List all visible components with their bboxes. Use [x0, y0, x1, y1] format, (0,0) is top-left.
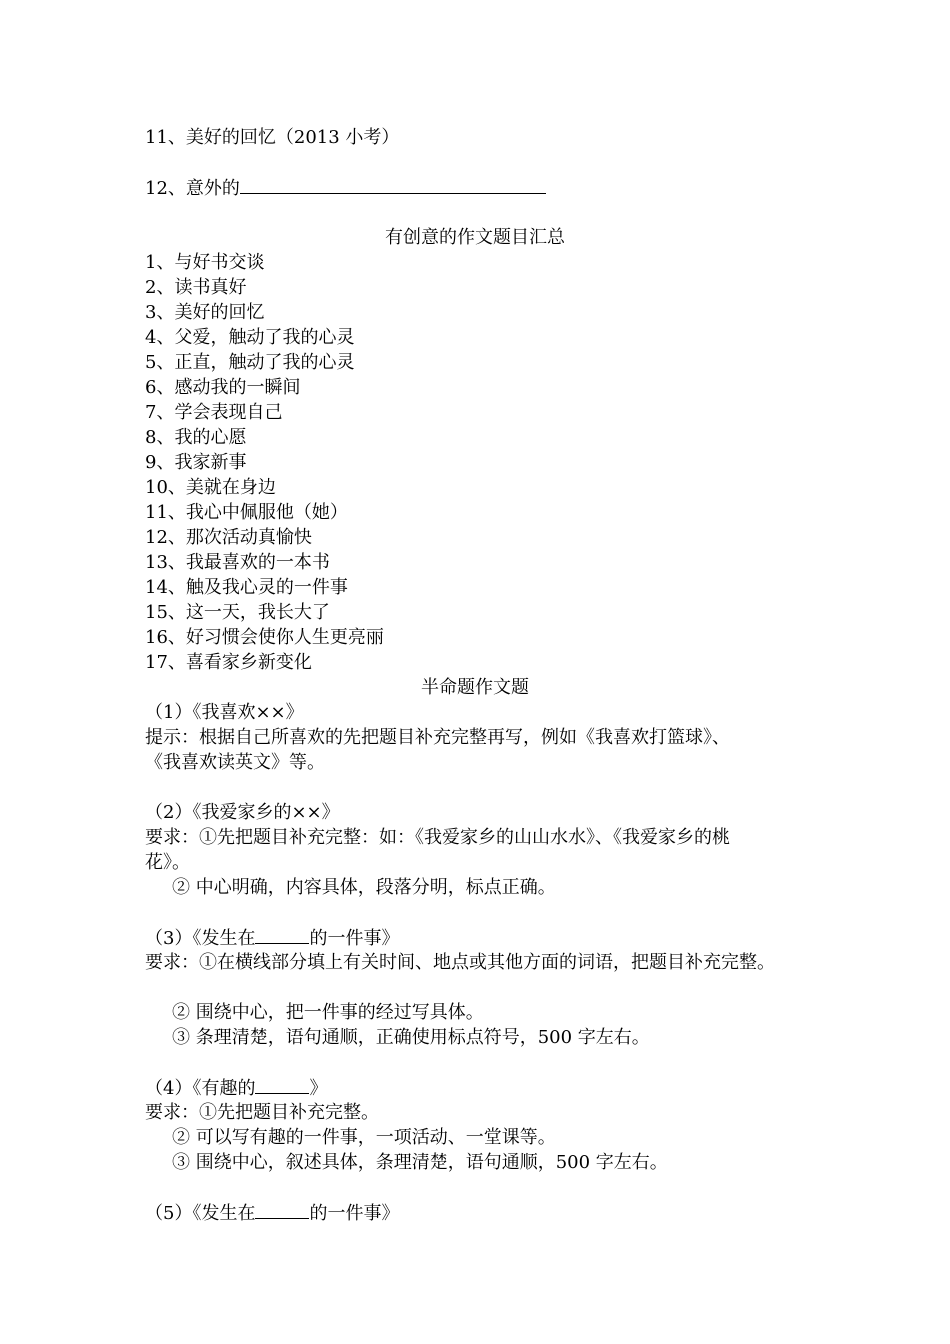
item-12-unexpected — [145, 175, 546, 201]
q1-hint-line-2: 《我喜欢读英文》等。 — [145, 752, 325, 773]
half-section-title: 半命题作文题 — [421, 677, 529, 698]
creative-item-3: 3、美好的回忆 — [145, 302, 265, 323]
creative-item-7: 7、学会表现自己 — [145, 402, 283, 423]
creative-item-10: 10、美就在身边 — [145, 477, 276, 498]
creative-item-13: 13、我最喜欢的一本书 — [145, 552, 330, 573]
creative-item-1: 1、与好书交谈 — [145, 252, 265, 273]
q2-requirement-line-1: 要求：①先把题目补充完整：如：《我爱家乡的山山水水》、《我爱家乡的桃 — [145, 827, 730, 848]
q4-requirement-line-2: ② 可以写有趣的一件事，一项活动、一堂课等。 — [172, 1127, 556, 1148]
creative-item-11: 11、我心中佩服他（她） — [145, 502, 348, 523]
q3-title — [145, 925, 399, 951]
q1-hint-line-1: 提示：根据自己所喜欢的先把题目补充完整再写，例如《我喜欢打篮球》、 — [145, 727, 730, 748]
creative-item-12: 12、那次活动真愉快 — [145, 527, 312, 548]
q5-title-end: 的一件事》 — [309, 1203, 400, 1224]
q3-requirement-line-1: 要求：①在横线部分填上有关时间、地点或其他方面的词语，把题目补充完整。 — [145, 952, 775, 973]
creative-item-4: 4、父爱，触动了我的心灵 — [145, 327, 355, 348]
q3-title-start: （3）《发生在 — [145, 928, 256, 949]
creative-item-5: 5、正直，触动了我的心灵 — [145, 352, 355, 373]
item-11-memory: 11、美好的回忆（2013 小考） — [145, 127, 400, 148]
creative-item-14: 14、触及我心灵的一件事 — [145, 577, 348, 598]
creative-item-6: 6、感动我的一瞬间 — [145, 377, 301, 398]
creative-item-17: 17、喜看家乡新变化 — [145, 652, 312, 673]
fill-in-blank-line — [255, 1075, 309, 1094]
q4-title-start: （4）《有趣的 — [145, 1078, 256, 1099]
creative-section-title: 有创意的作文题目汇总 — [385, 227, 565, 248]
q2-requirement-line-2: 花》。 — [145, 852, 190, 873]
q4-requirement-line-1: 要求：①先把题目补充完整。 — [145, 1102, 379, 1123]
q5-title — [145, 1200, 399, 1226]
q5-title-start: （5）《发生在 — [145, 1203, 256, 1224]
q1-title: （1）《我喜欢××》 — [145, 702, 304, 723]
q4-title — [145, 1075, 327, 1101]
creative-item-16: 16、好习惯会使你人生更亮丽 — [145, 627, 384, 648]
item-12-label: 12、意外的 — [145, 178, 240, 199]
q4-requirement-line-3: ③ 围绕中心，叙述具体，条理清楚，语句通顺，500 字左右。 — [172, 1152, 668, 1173]
q3-title-end: 的一件事》 — [309, 928, 400, 949]
fill-in-blank-line — [255, 1200, 309, 1219]
creative-item-15: 15、这一天，我长大了 — [145, 602, 330, 623]
creative-item-8: 8、我的心愿 — [145, 427, 247, 448]
creative-item-9: 9、我家新事 — [145, 452, 247, 473]
q2-title: （2）《我爱家乡的××》 — [145, 802, 340, 823]
q3-requirement-line-2: ② 围绕中心，把一件事的经过写具体。 — [172, 1002, 484, 1023]
creative-item-2: 2、读书真好 — [145, 277, 247, 298]
q4-title-end: 》 — [309, 1078, 328, 1099]
fill-in-blank-line — [255, 925, 309, 944]
q2-requirement-line-3: ② 中心明确，内容具体，段落分明，标点正确。 — [172, 877, 556, 898]
q3-requirement-line-3: ③ 条理清楚，语句通顺，正确使用标点符号，500 字左右。 — [172, 1027, 650, 1048]
fill-in-blank-line — [240, 175, 546, 194]
